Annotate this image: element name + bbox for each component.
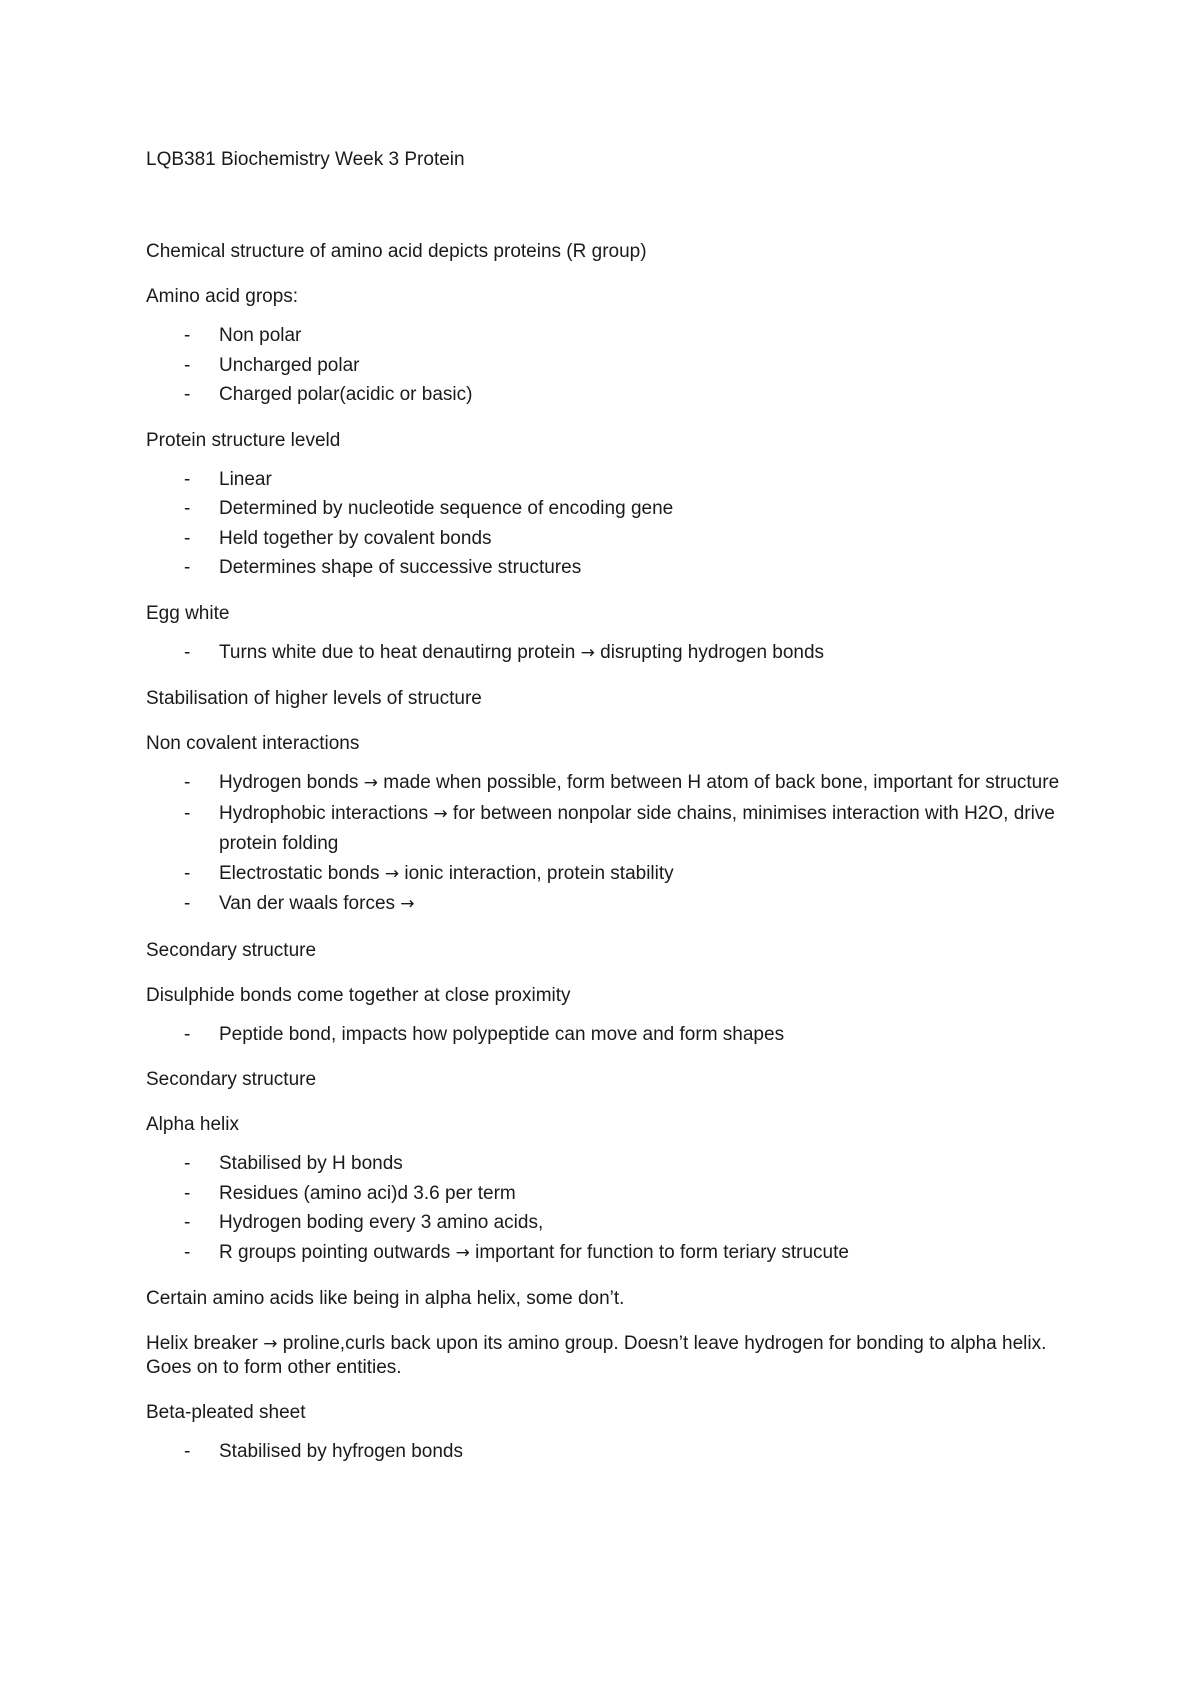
dash-bullet: - bbox=[184, 802, 191, 824]
arrow-right-icon: → bbox=[400, 894, 415, 914]
paragraph: Non covalent interactions bbox=[146, 733, 360, 754]
arrow-right-icon: → bbox=[580, 642, 595, 663]
list-item-text: Non polar bbox=[219, 325, 302, 346]
dash-bullet: - bbox=[184, 1023, 191, 1045]
bullet-list bbox=[146, 638, 1076, 669]
list-item bbox=[146, 768, 1076, 799]
bullet-list bbox=[146, 1020, 1076, 1050]
arrow-right-icon: → bbox=[263, 1334, 278, 1354]
list-item bbox=[146, 859, 1076, 890]
arrow-right-icon: → bbox=[363, 773, 378, 793]
list-item bbox=[146, 465, 1076, 495]
paragraph: Egg white bbox=[146, 602, 230, 624]
list-item-text: Determined by nucleotide sequence of encoding gene bbox=[219, 498, 674, 519]
list-item bbox=[146, 494, 1076, 524]
list-item bbox=[146, 524, 1076, 554]
list-item bbox=[146, 638, 1076, 669]
bullet-list bbox=[146, 1437, 1076, 1467]
list-item bbox=[146, 1020, 1076, 1050]
list-item-text: Electrostatic bonds → ionic interaction, protein stability bbox=[219, 862, 674, 884]
dash-bullet: - bbox=[184, 1241, 191, 1263]
list-item bbox=[146, 1208, 1076, 1238]
bullet-list bbox=[146, 465, 1076, 583]
paragraph: Certain amino acids like being in alpha helix, some don’t. bbox=[146, 1288, 625, 1309]
list-item-text: Stabilised by hyfrogen bonds bbox=[219, 1441, 463, 1462]
dash-bullet: - bbox=[184, 893, 191, 914]
document-title: LQB381 Biochemistry Week 3 Protein bbox=[146, 149, 465, 170]
dash-bullet: - bbox=[184, 498, 191, 519]
list-item-text: Held together by covalent bonds bbox=[219, 527, 492, 549]
dash-bullet: - bbox=[184, 557, 191, 578]
bullet-list bbox=[146, 321, 1076, 410]
arrow-right-icon: → bbox=[433, 803, 448, 824]
list-item-text: Charged polar(acidic or basic) bbox=[219, 384, 473, 405]
paragraph: Secondary structure bbox=[146, 1069, 317, 1090]
paragraph: Helix breaker → proline,curls back upon its amino group. Doesn’t leave hydrogen for bonding to alpha helix. Goes on to form other entities. bbox=[146, 1333, 1047, 1378]
list-item-text: Van der waals forces → bbox=[219, 893, 415, 914]
dash-bullet: - bbox=[184, 641, 191, 663]
list-item-text: Peptide bond, impacts how polypeptide can move and form shapes bbox=[219, 1023, 785, 1045]
dash-bullet: - bbox=[184, 772, 191, 793]
list-item-text: Hydrogen boding every 3 amino acids, bbox=[219, 1212, 544, 1233]
dash-bullet: - bbox=[184, 527, 191, 549]
list-item-text: Linear bbox=[219, 468, 272, 490]
paragraph: Disulphide bonds come together at close proximity bbox=[146, 984, 571, 1006]
list-item-text: Residues (amino aci)d 3.6 per term bbox=[219, 1182, 516, 1204]
list-item-text: Hydrogen bonds → made when possible, form between H atom of back bone, important for structure bbox=[219, 772, 1060, 793]
paragraph: Alpha helix bbox=[146, 1114, 239, 1135]
bullet-list bbox=[146, 768, 1076, 920]
list-item-text: Uncharged polar bbox=[219, 354, 360, 376]
paragraph: Stabilisation of higher levels of structure bbox=[146, 688, 482, 709]
list-item bbox=[146, 1238, 1076, 1269]
list-item bbox=[146, 351, 1076, 381]
list-item bbox=[146, 799, 1076, 859]
paragraph: Chemical structure of amino acid depicts proteins (R group) bbox=[146, 241, 647, 262]
list-item bbox=[146, 1437, 1076, 1467]
paragraph: Secondary structure bbox=[146, 939, 317, 961]
list-item bbox=[146, 1179, 1076, 1209]
list-item bbox=[146, 380, 1076, 410]
dash-bullet: - bbox=[184, 384, 191, 405]
dash-bullet: - bbox=[184, 468, 191, 490]
list-item-text: Determines shape of successive structures bbox=[219, 557, 582, 578]
list-item bbox=[146, 321, 1076, 351]
list-item bbox=[146, 1149, 1076, 1179]
paragraph: Amino acid grops: bbox=[146, 286, 299, 307]
dash-bullet: - bbox=[184, 354, 191, 376]
list-item-text: R groups pointing outwards → important for function to form teriary strucute bbox=[219, 1241, 849, 1263]
dash-bullet: - bbox=[184, 1212, 191, 1233]
dash-bullet: - bbox=[184, 1441, 191, 1462]
dash-bullet: - bbox=[184, 1182, 191, 1204]
list-item-text: Turns white due to heat denautirng protein → disrupting hydrogen bonds bbox=[219, 641, 825, 663]
paragraph: Beta-pleated sheet bbox=[146, 1402, 306, 1423]
bullet-list bbox=[146, 1149, 1076, 1268]
list-item-text: Stabilised by H bonds bbox=[219, 1153, 403, 1174]
document-body bbox=[146, 240, 1076, 1486]
dash-bullet: - bbox=[184, 325, 191, 346]
paragraph: Protein structure leveld bbox=[146, 429, 341, 451]
dash-bullet: - bbox=[184, 862, 191, 884]
dash-bullet: - bbox=[184, 1153, 191, 1174]
list-item-text: Hydrophobic interactions → for between nonpolar side chains, minimises interaction with H2O, drive protein folding bbox=[219, 802, 1055, 854]
arrow-right-icon: → bbox=[384, 863, 400, 884]
list-item bbox=[146, 553, 1076, 583]
arrow-right-icon: → bbox=[455, 1242, 470, 1263]
list-item bbox=[146, 889, 1076, 920]
